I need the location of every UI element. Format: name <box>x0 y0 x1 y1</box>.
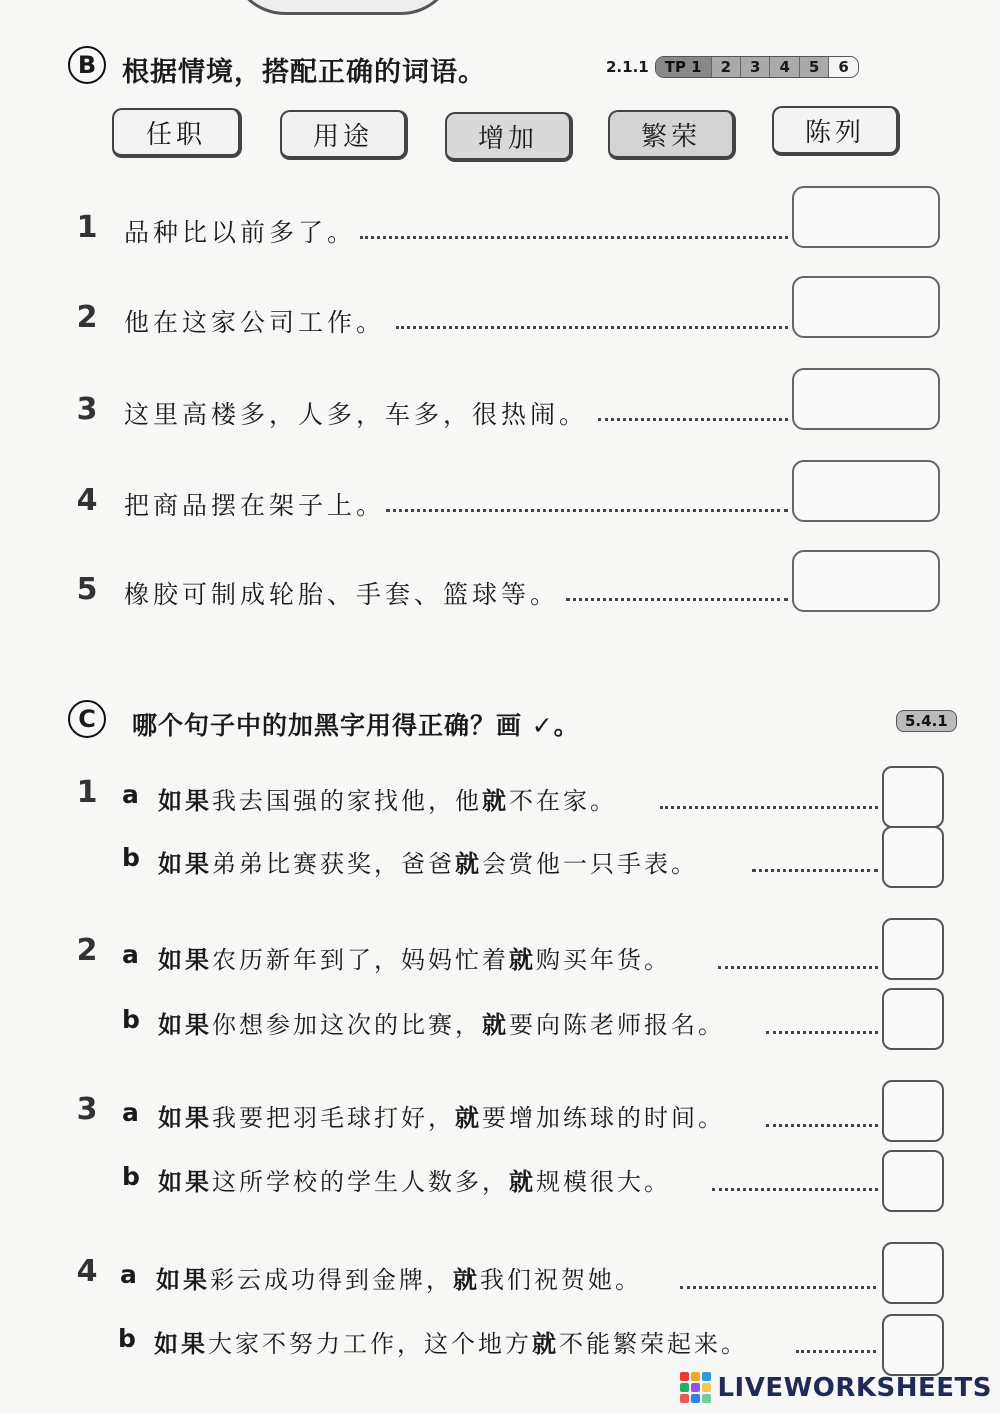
checkbox[interactable] <box>882 1314 944 1376</box>
logo-square <box>680 1383 689 1392</box>
group-number: 4 <box>76 1254 98 1289</box>
dotted-leader <box>766 1124 878 1127</box>
dotted-leader <box>396 326 788 329</box>
tp-levels <box>655 56 859 78</box>
checkbox[interactable] <box>882 1080 944 1142</box>
tp-level: 2 <box>712 57 741 77</box>
checkbox[interactable] <box>882 1242 944 1304</box>
checkbox[interactable] <box>882 826 944 888</box>
checkbox[interactable] <box>882 1150 944 1212</box>
logo-square <box>702 1394 711 1403</box>
tp-level: 5 <box>800 57 829 77</box>
item-statement: 这里高楼多，人多，车多，很热闹。 <box>124 400 589 429</box>
dotted-leader <box>598 418 788 421</box>
section-b-title: 根据情境，搭配正确的词语。 <box>122 57 486 88</box>
logo-square <box>680 1372 689 1381</box>
word-option[interactable]: 用途 <box>280 110 408 160</box>
item-statement: 品种比以前多了。 <box>124 218 357 247</box>
logo-square <box>691 1372 700 1381</box>
logo-square <box>702 1372 711 1381</box>
item-number: 3 <box>76 392 98 427</box>
sentence-option: 如果弟弟比赛获奖，爸爸就会赏他一只手表。 <box>158 850 698 878</box>
dotted-leader <box>660 806 878 809</box>
group-number: 1 <box>76 775 98 810</box>
dotted-leader <box>386 509 788 512</box>
dotted-leader <box>718 966 878 969</box>
logo-square <box>680 1394 689 1403</box>
answer-box[interactable] <box>792 186 940 248</box>
dotted-leader <box>680 1286 876 1289</box>
section-b-badge: B <box>68 46 106 84</box>
option-letter: a <box>122 780 139 809</box>
tp-level: 4 <box>770 57 799 77</box>
tp-level: 3 <box>741 57 770 77</box>
section-c-badge: C <box>68 700 106 738</box>
option-letter: b <box>118 1324 136 1353</box>
answer-box[interactable] <box>792 368 940 430</box>
logo-mark-icon <box>680 1372 711 1403</box>
word-option[interactable]: 任职 <box>112 108 242 158</box>
dotted-leader <box>766 1031 878 1034</box>
word-option[interactable]: 陈列 <box>772 106 900 156</box>
section-c-title: 哪个句子中的加黑字用得正确？画 ✓。 <box>132 711 580 740</box>
checkbox[interactable] <box>882 988 944 1050</box>
word-option[interactable]: 繁荣 <box>608 110 736 160</box>
item-statement: 他在这家公司工作。 <box>124 308 386 337</box>
section-b-codes <box>606 56 859 78</box>
answer-box[interactable] <box>792 550 940 612</box>
dotted-leader <box>796 1350 876 1353</box>
item-number: 2 <box>76 300 98 335</box>
dotted-leader <box>566 598 788 601</box>
tp-level: TP 1 <box>656 57 712 77</box>
skill-code: 5.4.1 <box>896 710 957 732</box>
dotted-leader <box>752 869 878 872</box>
item-statement: 把商品摆在架子上。 <box>124 491 386 520</box>
logo-text: LIVEWORKSHEETS <box>717 1372 992 1403</box>
word-option[interactable]: 增加 <box>445 112 573 162</box>
liveworksheets-logo <box>680 1372 992 1403</box>
item-number: 4 <box>76 483 98 518</box>
decorative-arc <box>230 0 456 15</box>
option-letter: b <box>122 843 140 872</box>
option-letter: a <box>120 1260 137 1289</box>
sentence-option: 如果我去国强的家找他，他就不在家。 <box>158 787 617 815</box>
sentence-option: 如果农历新年到了，妈妈忙着就购买年货。 <box>158 946 671 974</box>
tp-level: 6 <box>829 57 857 77</box>
skill-code: 2.1.1 <box>606 58 649 76</box>
answer-box[interactable] <box>792 460 940 522</box>
item-number: 5 <box>76 572 98 607</box>
option-letter: a <box>122 1098 139 1127</box>
sentence-option: 如果我要把羽毛球打好，就要增加练球的时间。 <box>158 1104 725 1132</box>
sentence-option: 如果彩云成功得到金牌，就我们祝贺她。 <box>156 1266 642 1294</box>
logo-square <box>691 1383 700 1392</box>
sentence-option: 如果大家不努力工作，这个地方就不能繁荣起来。 <box>154 1330 748 1358</box>
sentence-option: 如果你想参加这次的比赛，就要向陈老师报名。 <box>158 1011 725 1039</box>
answer-box[interactable] <box>792 276 940 338</box>
group-number: 2 <box>76 933 98 968</box>
section-c-codes <box>896 710 957 732</box>
item-statement: 橡胶可制成轮胎、手套、篮球等。 <box>124 580 560 609</box>
dotted-leader <box>360 236 788 239</box>
group-number: 3 <box>76 1092 98 1127</box>
checkbox[interactable] <box>882 918 944 980</box>
logo-square <box>691 1394 700 1403</box>
option-letter: b <box>122 1005 140 1034</box>
sentence-option: 如果这所学校的学生人数多，就规模很大。 <box>158 1168 671 1196</box>
checkbox[interactable] <box>882 766 944 828</box>
dotted-leader <box>712 1188 878 1191</box>
option-letter: a <box>122 940 139 969</box>
item-number: 1 <box>76 210 98 245</box>
logo-square <box>702 1383 711 1392</box>
option-letter: b <box>122 1162 140 1191</box>
